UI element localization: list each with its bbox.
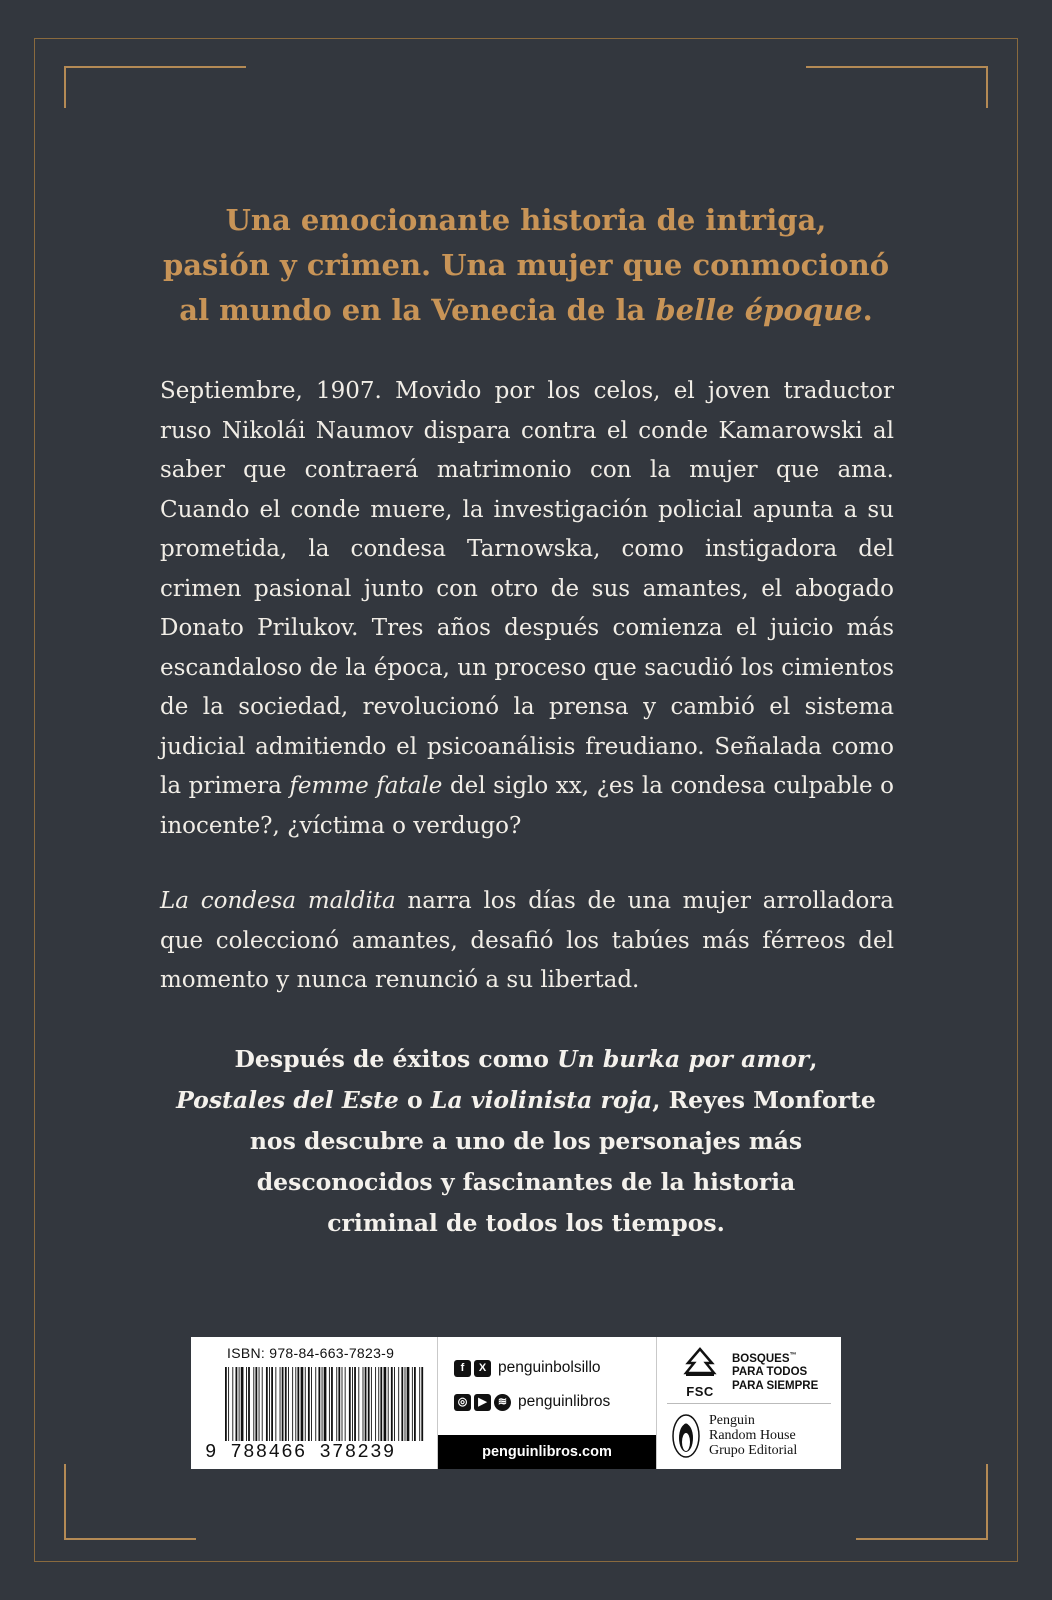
barcode-bar: [401, 1367, 403, 1441]
barcode-bar: [288, 1367, 289, 1441]
barcode-bar: [225, 1367, 227, 1441]
headline-line-2: pasión y crimen. Una mujer que conmocionó: [162, 248, 890, 282]
back-cover-info-panel: [191, 1337, 841, 1469]
barcode-bar: [253, 1367, 254, 1441]
barcode-bar: [380, 1367, 382, 1441]
barcode-bar: [305, 1367, 306, 1441]
spotify-icon[interactable]: ≋: [494, 1394, 511, 1411]
author-blurb-line-4: desconocidos y fascinantes de la historia: [256, 1168, 796, 1196]
barcode-bar: [394, 1367, 395, 1441]
synopsis-p1-text-b: del siglo xx, ¿es la condesa culpable o inocente?, ¿víctima o verdugo?: [160, 773, 894, 839]
barcode-bar: [301, 1367, 304, 1441]
trademark-mark: ™: [789, 1352, 797, 1359]
barcode-bar: [414, 1367, 416, 1441]
barcode-bar: [248, 1367, 250, 1441]
barcode-bar: [322, 1367, 323, 1441]
publisher-line-2: Random House: [709, 1428, 796, 1443]
barcode-bar: [407, 1367, 410, 1441]
barcode-bar: [262, 1367, 263, 1441]
barcode-bar: [421, 1367, 423, 1441]
synopsis-paragraph-1: [160, 372, 894, 846]
barcode-bar: [269, 1367, 270, 1441]
barcode-bar: [388, 1367, 389, 1441]
social-handle-1[interactable]: penguinbolsillo: [498, 1359, 601, 1376]
barcode-bar: [228, 1367, 229, 1441]
bosques-line-3: PARA SIEMPRE: [732, 1379, 819, 1392]
author-blurb-line-5: criminal de todos los tiempos.: [327, 1209, 725, 1237]
barcode-bar: [311, 1367, 312, 1441]
barcode-bar: [336, 1367, 337, 1441]
x-icon[interactable]: X: [474, 1360, 491, 1377]
fsc-logo: [675, 1347, 725, 1399]
synopsis-p2-text: narra los días de una mujer arrolladora que coleccionó amantes, desafió los tabúes más férreos del momento y nunca renunció a su libertad.: [160, 888, 894, 993]
book-title-italic: La condesa maldita: [160, 888, 396, 914]
blurb-text-author: , Reyes Monforte: [652, 1086, 876, 1114]
publisher-section: [657, 1337, 841, 1469]
barcode-bar: [365, 1367, 367, 1441]
facebook-icon[interactable]: f: [454, 1360, 471, 1377]
corner-ornament-top-right: [806, 66, 988, 108]
blurb-text-a: Después de éxitos como: [234, 1045, 558, 1073]
barcode-bar: [241, 1367, 244, 1441]
youtube-icon[interactable]: ▶: [474, 1394, 491, 1411]
barcode-digits: 9 788466 378239: [205, 1441, 396, 1463]
barcode-bar: [412, 1367, 413, 1441]
barcode-bar: [271, 1367, 273, 1441]
author-blurb-line-1: [120, 1039, 932, 1080]
barcode-bar: [352, 1367, 353, 1441]
barcode-bar: [266, 1367, 268, 1441]
barcode-bars: [225, 1367, 425, 1441]
barcode-bar: [331, 1367, 333, 1441]
blurb-title-1: Un burka por amor: [557, 1045, 810, 1073]
social-row-1: [454, 1359, 601, 1377]
website-link[interactable]: penguinlibros.com: [438, 1435, 656, 1469]
corner-ornament-bottom-right: [856, 1464, 988, 1540]
synopsis-p1-text-a: Septiembre, 1907. Movido por los celos, el joven traductor ruso Nikolái Naumov dispara contra el conde Kamarowski al saber que contraerá matrimonio con la mujer que ama. Cuando el conde muere, la investigación policial apunta a su prometida, la condesa Tarnowska, como instigadora del crimen pasional junto con otro de sus amantes, el abogado Donato Prilukov. Tres años después comienza el juicio más escandaloso de la época, un proceso que sacudió los cimientos de la sociedad, revolucionó la prensa y cambió el sistema judicial admitiendo el psicoanálisis freudiano. Señalada como la primera: [160, 378, 894, 799]
headline-line-3: [120, 288, 932, 333]
fsc-label: FSC: [686, 1384, 714, 1399]
corner-ornament-top-left: [64, 66, 246, 108]
barcode-bar: [297, 1367, 299, 1441]
corner-ornament-bottom-left: [64, 1464, 196, 1540]
barcode-bar: [371, 1367, 372, 1441]
barcode-bar: [358, 1367, 359, 1441]
barcode-bar: [349, 1367, 351, 1441]
headline-line-3-text: al mundo en la Venecia de la: [179, 293, 656, 327]
barcode-bar: [292, 1367, 293, 1441]
author-blurb: [120, 1039, 932, 1244]
bosques-line-1: BOSQUES: [732, 1352, 790, 1365]
barcode-bar: [342, 1367, 343, 1441]
barcode-bar: [324, 1367, 327, 1441]
barcode-bar: [384, 1367, 387, 1441]
headline-line-1: Una emocionante historia de intriga,: [225, 203, 827, 237]
barcode-bar: [315, 1367, 316, 1441]
publisher-line-3: Grupo Editorial: [709, 1443, 798, 1458]
barcode-bar: [275, 1367, 276, 1441]
barcode-bar: [329, 1367, 330, 1441]
blurb-comma: ,: [809, 1045, 818, 1073]
barcode-bar: [391, 1367, 393, 1441]
barcode-bar: [354, 1367, 356, 1441]
barcode-bar: [280, 1367, 281, 1441]
barcode-bar: [318, 1367, 320, 1441]
barcode-bar: [363, 1367, 364, 1441]
bosques-slogan: [732, 1349, 818, 1393]
headline-italic: belle époque: [655, 293, 863, 327]
barcode-bar: [259, 1367, 260, 1441]
barcode-bar: [405, 1367, 406, 1441]
barcode-bar: [378, 1367, 379, 1441]
barcode-bar: [232, 1367, 233, 1441]
barcode-bar: [239, 1367, 240, 1441]
barcode-bar: [338, 1367, 340, 1441]
barcode-bar: [345, 1367, 346, 1441]
barcode-bar: [285, 1367, 287, 1441]
fsc-tree-icon: [680, 1347, 720, 1379]
barcode-bar: [419, 1367, 420, 1441]
blurb-title-3: La violinista roja: [430, 1086, 653, 1114]
author-blurb-line-3: nos descubre a uno de los personajes más: [249, 1127, 803, 1155]
barcode-bar: [255, 1367, 257, 1441]
blurb-title-2: Postales del Este: [176, 1086, 399, 1114]
barcode-bar: [236, 1367, 238, 1441]
social-row-2: [454, 1393, 610, 1411]
barcode-section: [191, 1337, 438, 1469]
barcode-bar: [295, 1367, 296, 1441]
bosques-line-2: PARA TODOS: [732, 1366, 808, 1379]
barcode-bar: [368, 1367, 370, 1441]
blurb-text-o: o: [398, 1086, 431, 1114]
author-blurb-line-2: [120, 1080, 932, 1121]
instagram-icon[interactable]: ◎: [454, 1394, 471, 1411]
barcode-bar: [246, 1367, 247, 1441]
penguin-logo-icon: [671, 1413, 701, 1459]
publisher-line-1: Penguin: [709, 1413, 755, 1428]
barcode-bar: [282, 1367, 284, 1441]
social-section: [438, 1337, 657, 1469]
headline-period: .: [862, 293, 873, 327]
headline: [120, 198, 932, 333]
barcode-bar: [398, 1367, 399, 1441]
synopsis-paragraph-2: [160, 882, 894, 1001]
barcode-bar: [308, 1367, 310, 1441]
barcode-bar: [375, 1367, 376, 1441]
synopsis-p1-italic: femme fatale: [289, 773, 443, 799]
publisher-divider: [667, 1403, 831, 1404]
publisher-name: [709, 1413, 797, 1458]
social-handle-2[interactable]: penguinlibros: [518, 1393, 611, 1410]
isbn-label: ISBN: 978-84-663-7823-9: [227, 1345, 395, 1361]
